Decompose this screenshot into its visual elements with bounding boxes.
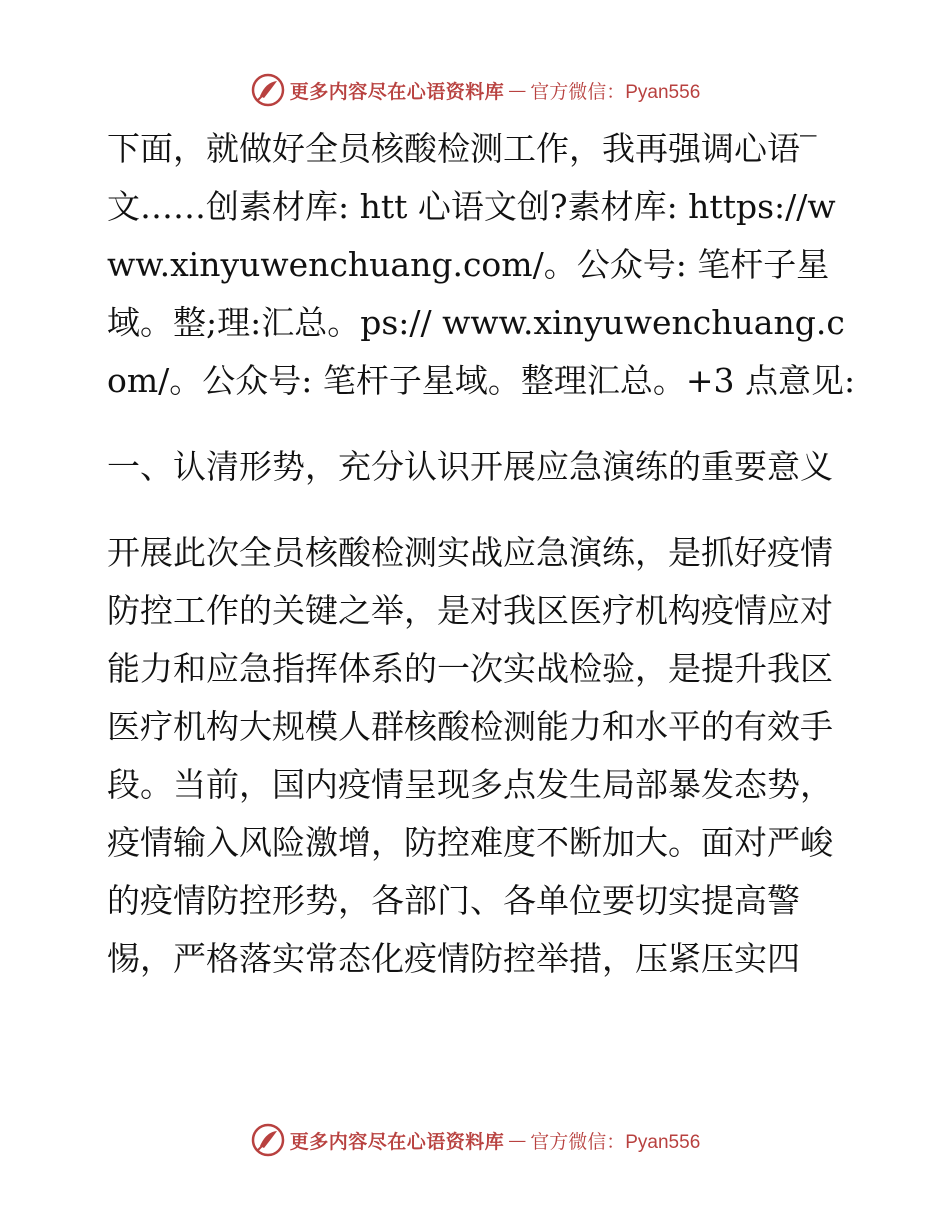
brand-logo-icon [250,72,286,108]
footer-banner-dash: — [508,1129,527,1151]
section-heading: 一、认清形势，充分认识开展应急演练的重要意义 [107,447,833,486]
header-banner-dash: — [508,79,527,101]
footer-banner-text: 更多内容尽在心语资料库 [289,1130,505,1153]
document-body [97,120,857,988]
footer-banner [0,1120,950,1160]
footer-wechat-label: 官方微信：Pyan556 [530,1131,701,1153]
header-wechat-label: 官方微信：Pyan556 [530,81,701,103]
intro-paragraph: 下面，就做好全员核酸检测工作，我再强调心语‾文……创素材库: htt 心语文创?素材库: https://www.xinyuwenchuang.com/。公众号: 笔杆子星域。整;理:汇总。ps:// www.xinyuwenchuang.com/。公众号: 笔杆子星域。整理汇总。+3 点意见: [107,129,856,400]
body-paragraph: 开展此次全员核酸检测实战应急演练，是抓好疫情防控工作的关键之举，是对我区医疗机构疫情应对能力和应急指挥体系的一次实战检验，是提升我区医疗机构大规模人群核酸检测能力和水平的有效手段。当前，国内疫情呈现多点发生局部暴发态势，疫情输入风险激增，防控难度不断加大。面对严峻的疫情防控形势，各部门、各单位要切实提高警惕，严格落实常态化疫情防控举措，压紧压实四 [107,533,833,978]
header-banner-text: 更多内容尽在心语资料库 [289,80,505,103]
brand-logo-icon [250,1122,286,1158]
header-banner [0,70,950,110]
